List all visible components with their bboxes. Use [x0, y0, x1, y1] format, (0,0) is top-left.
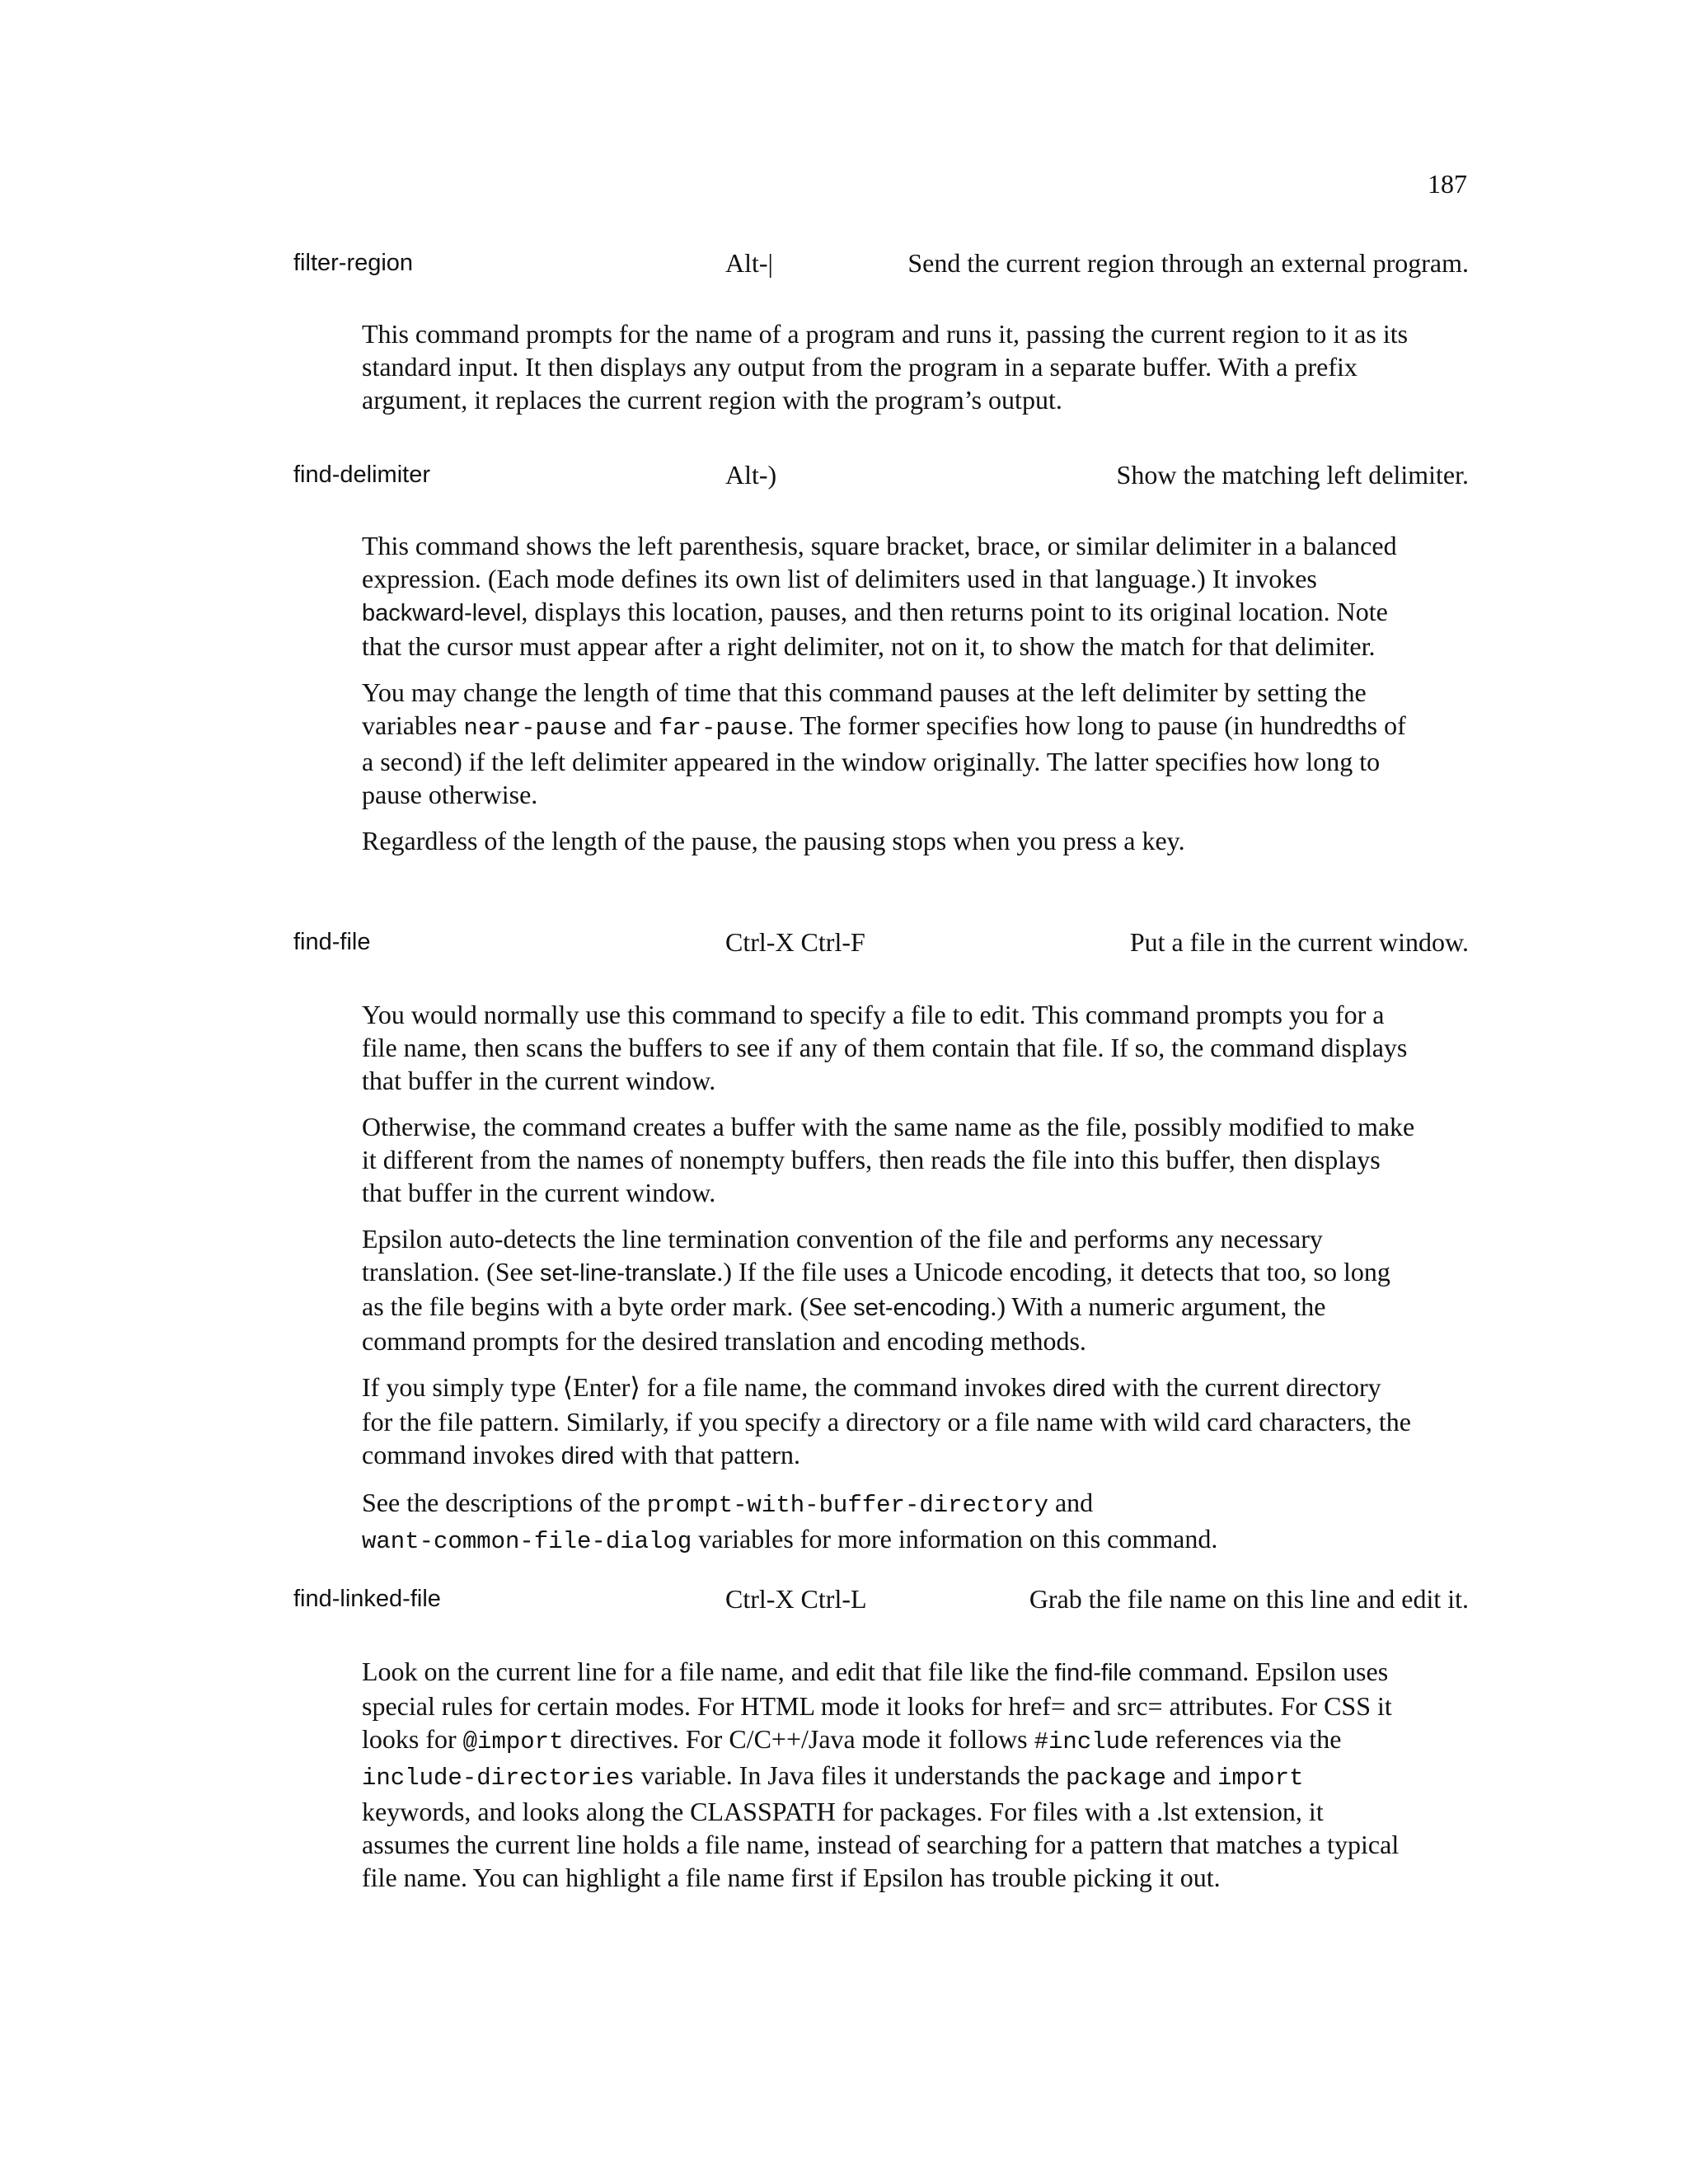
paragraph: This command shows the left parenthesis, square bracket, brace, or similar delimiter in a balanced expression. (Each mode defines its own list of delimiters used in that language.) It invokes backward-level, displays this location, pauses, and then returns point to its original location. Note that the cursor must appear after a right delimiter, not on it, to show the match for that delimiter. [362, 531, 1397, 661]
command-summary: Grab the file name on this line and edit it. [1029, 1584, 1469, 1614]
command-name: filter-region [293, 250, 414, 276]
command-name: find-delimiter [293, 462, 430, 488]
command-reference: backward-level [362, 600, 522, 626]
code-token: @import [462, 1728, 564, 1755]
entry-heading-find-delimiter [293, 457, 1469, 493]
command-reference: set-line-translate [539, 1260, 717, 1286]
paragraph: Regardless of the length of the pause, the pausing stops when you press a key. [362, 826, 1185, 855]
variable-name: near-pause [463, 715, 607, 742]
command-reference: dired [560, 1443, 615, 1469]
entry-description-find-delimiter [362, 529, 1417, 870]
paragraph: Otherwise, the command creates a buffer with the same name as the file, possibly modified to make it different from the names of nonempty buffers, then reads the file into this buffer, then displays that buffer in the current window. [362, 1112, 1415, 1207]
command-summary: Show the matching left delimiter. [1116, 460, 1469, 490]
variable-name: far-pause [658, 715, 788, 742]
paragraph: See the descriptions of the prompt-with-buffer-directory and want-common-file-dialog variables for more information on this command. [362, 1488, 1218, 1555]
command-summary: Put a file in the current window. [1129, 927, 1469, 957]
code-token: import [1217, 1765, 1304, 1792]
entry-heading-find-linked-file [293, 1581, 1469, 1617]
command-summary: Send the current region through an external program. [907, 248, 1469, 278]
command-reference: dired [1053, 1376, 1106, 1402]
variable-name: prompt-with-buffer-directory [646, 1492, 1048, 1519]
variable-name: include-directories [362, 1765, 635, 1792]
key-binding: Ctrl-X Ctrl-F [725, 927, 865, 957]
command-name: find-linked-file [293, 1586, 441, 1612]
key-binding: Ctrl-X Ctrl-L [725, 1584, 867, 1614]
command-reference: set-encoding [853, 1295, 991, 1321]
key-binding: Alt-| [725, 248, 773, 278]
paragraph: You may change the length of time that this command pauses at the left delimiter by setting the variables near-pause and far-pause. The former specifies how long to pause (in hundredths of a second) if the left delimiter appeared in the window originally. The latter specifies how long to pause otherwise. [362, 677, 1406, 809]
command-name: find-file [293, 929, 371, 955]
entry-heading-find-file [293, 924, 1469, 960]
code-token: #include [1034, 1728, 1149, 1755]
entry-heading-filter-region [293, 245, 1469, 281]
paragraph: You would normally use this command to specify a file to edit. This command prompts you for a file name, then scans the buffers to see if any of them contain that file. If so, the command displays that buffer in the current window. [362, 1000, 1408, 1095]
page-number: 187 [1428, 169, 1467, 199]
paragraph: If you simply type ⟨Enter⟩ for a file name, the command invokes dired with the current directory for the file pattern. Similarly, if you specify a directory or a file name with wild card characters, the command invokes dired with that pattern. [362, 1372, 1411, 1469]
variable-name: want-common-file-dialog [362, 1528, 692, 1555]
paragraph: This command prompts for the name of a program and runs it, passing the current region to it as its standard input. It then displays any output from the program in a separate buffer. With a prefix argument, it replaces the current region with the program’s output. [362, 319, 1409, 415]
paragraph: Epsilon auto-detects the line termination convention of the file and performs any necessary translation. (See set-line-translate.) If the file uses a Unicode encoding, it detects that too, so long as the file begins with a byte order mark. (See set-encoding.) With a numeric argument, the command prompts for the desired translation and encoding methods. [362, 1224, 1390, 1356]
paragraph: Look on the current line for a file name, and edit that file like the find-file command. Epsilon uses special rules for certain modes. For HTML mode it looks for href= and src= attributes. For CSS it looks for @import directives. For C/C++/Java mode it follows #include references via the include-directories variable. In Java files it understands the package and import keywords, and looks along the CLASSPATH for packages. For files with a .lst extension, it assumes the current line holds a file name, instead of searching for a pattern that matches a typical file name. You can highlight a file name first if Epsilon has trouble picking it out. [362, 1657, 1400, 1892]
entry-description-find-linked-file [362, 1655, 1417, 1907]
command-reference: find-file [1054, 1660, 1132, 1686]
key-binding: Alt-) [725, 460, 777, 490]
code-token: package [1066, 1765, 1166, 1792]
entry-description-find-file [362, 998, 1417, 1572]
entry-description-filter-region [362, 317, 1417, 429]
